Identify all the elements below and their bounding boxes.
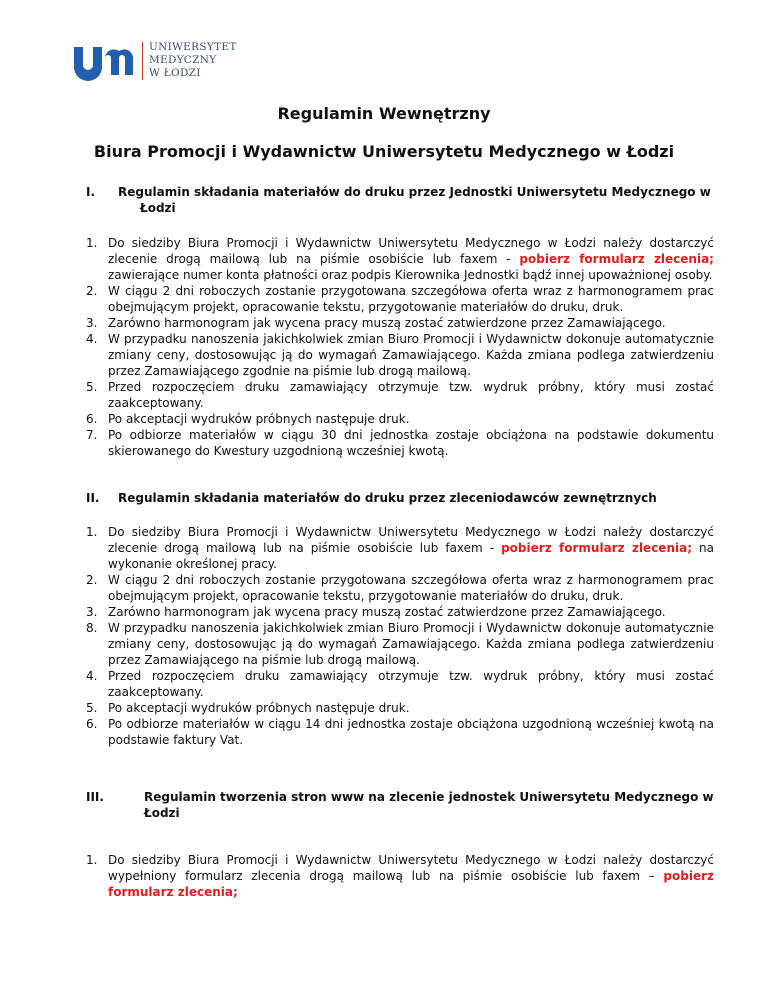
list-item: 6. Po akceptacji wydruków próbnych następuje druk.: [86, 412, 410, 426]
logo-line-3: W ŁODZI: [149, 67, 201, 79]
list-item: 2. W ciągu 2 dni roboczych zostanie przygotowana szczegółowa oferta wraz z harmonogramem prac obejmującym projekt, opracowanie tekstu, przygotowanie materiałów do druku, druk.: [86, 573, 714, 603]
section-1-list: [86, 235, 714, 459]
section-3-heading-line2: Łodzi: [144, 806, 180, 820]
section-2-list: [86, 524, 714, 748]
logo-line-2: MEDYCZNY: [149, 54, 217, 66]
section-3-list: [86, 852, 714, 900]
section-1-heading-line1: Regulamin składania materiałów do druku przez Jednostki Uniwersytetu Medycznego w: [118, 185, 711, 199]
logo-divider: [142, 42, 143, 80]
page-title: Regulamin Wewnętrzny: [277, 104, 491, 123]
download-form-link[interactable]: pobierz formularz zlecenia;: [501, 541, 693, 555]
list-item: 5. Przed rozpoczęciem druku zamawiający otrzymuje tzw. wydruk próbny, który musi zostać zaakceptowany.: [86, 380, 714, 410]
list-item: 6. Po odbiorze materiałów w ciągu 14 dni jednostka zostaje obciążona uzgodnioną wcześniej kwotą na podstawie faktury Vat.: [86, 717, 714, 747]
download-form-link[interactable]: pobierz formularz zlecenia;: [519, 252, 714, 266]
list-item: 1. Do siedziby Biura Promocji i Wydawnictw Uniwersytetu Medycznego w Łodzi należy dostarczyć zlecenie drogą mailową lub na piśmie osobiście lub faxem - pobierz formularz zlecenia; na wykonanie określonej pracy.: [86, 525, 714, 571]
list-item: 2. W ciągu 2 dni roboczych zostanie przygotowana szczegółowa oferta wraz z harmonogramem prac obejmującym projekt, opracowanie tekstu, przygotowanie materiałów do druku, druk.: [86, 284, 714, 314]
logo-line-1: UNIWERSYTET: [149, 41, 237, 53]
section-2-heading: [86, 490, 726, 506]
university-logo: [72, 41, 272, 81]
page-subtitle: Biura Promocji i Wydawnictw Uniwersytetu Medycznego w Łodzi: [93, 142, 675, 161]
list-item: 3. Zarówno harmonogram jak wycena pracy muszą zostać zatwierdzone przez Zamawiającego.: [86, 605, 666, 619]
list-item: 7. Po odbiorze materiałów w ciągu 30 dni jednostka zostaje obciążona na podstawie dokumentu skierowanego do Kwestury uzgodnioną wcześniej kwotą.: [86, 428, 714, 458]
download-form-link[interactable]: pobierz formularz zlecenia;: [108, 869, 714, 899]
section-3-heading: [86, 789, 726, 821]
list-item: 5. Po akceptacji wydruków próbnych następuje druk.: [86, 701, 410, 715]
list-item: 3. Zarówno harmonogram jak wycena pracy muszą zostać zatwierdzone przez Zamawiającego.: [86, 316, 666, 330]
list-item: 8. W przypadku nanoszenia jakichkolwiek zmian Biuro Promocji i Wydawnictw dokonuje automatycznie zmiany ceny, dostosowując ją do wymagań Zamawiającego. Każda zmiana podlega zatwierdzeniu przez Zamawiającego na piśmie lub drogą mailową.: [86, 621, 714, 667]
list-item: 1. Do siedziby Biura Promocji i Wydawnictw Uniwersytetu Medycznego w Łodzi należy dostarczyć wypełniony formularz zlecenia drogą mailową lub na piśmie osobiście lub faxem – pobierz formularz zlecenia;: [86, 853, 714, 899]
section-2-heading-line1: Regulamin składania materiałów do druku przez zleceniodawców zewnętrznych: [118, 491, 657, 505]
list-item: 4. Przed rozpoczęciem druku zamawiający otrzymuje tzw. wydruk próbny, który musi zostać zaakceptowany.: [86, 669, 714, 699]
section-3-roman: III.: [86, 790, 104, 804]
section-1-heading: [86, 184, 726, 216]
um-logo-icon: [72, 41, 136, 81]
list-item: 4. W przypadku nanoszenia jakichkolwiek zmian Biuro Promocji i Wydawnictw dokonuje automatycznie zmiany ceny, dostosowując ją do wymagań Zamawiającego. Każda zmiana podlega zatwierdzeniu przez Zamawiającego zgodnie na piśmie lub drogą mailową.: [86, 332, 714, 378]
logo-text: [149, 41, 237, 80]
section-1-roman: I.: [86, 185, 96, 199]
section-1-heading-line2: Łodzi: [140, 201, 176, 215]
section-2-roman: II.: [86, 491, 100, 505]
section-3-heading-line1: Regulamin tworzenia stron www na zlecenie jednostek Uniwersytetu Medycznego w: [144, 790, 714, 804]
list-item: 1. Do siedziby Biura Promocji i Wydawnictw Uniwersytetu Medycznego w Łodzi należy dostarczyć zlecenie drogą mailową lub na piśmie osobiście lub faxem - pobierz formularz zlecenia; zawierające numer konta płatności oraz podpis Kierownika Jednostki bądź innej upoważnionej osoby.: [86, 236, 714, 282]
